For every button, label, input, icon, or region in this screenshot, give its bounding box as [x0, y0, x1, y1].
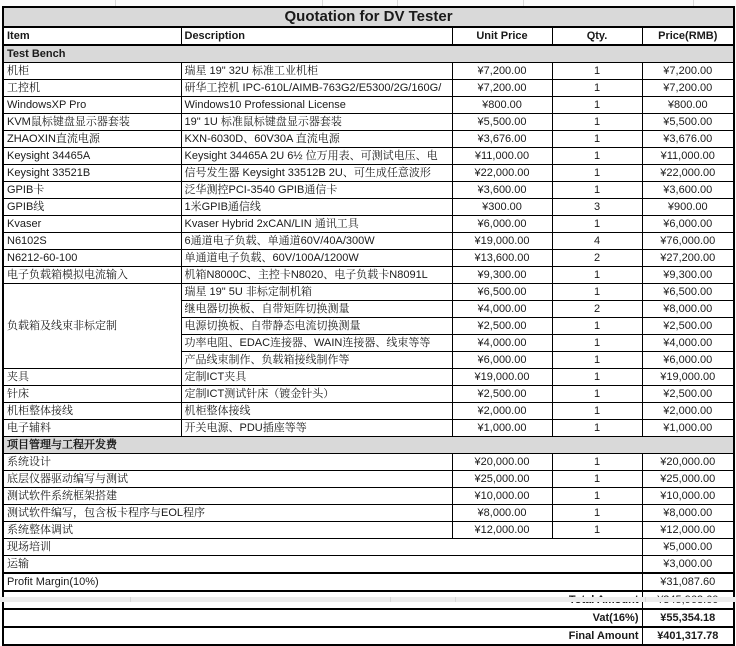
table-row	[3, 131, 734, 148]
qty-cell[interactable]: 1	[552, 403, 642, 420]
section-row-test-bench	[3, 45, 734, 63]
unit-price-cell[interactable]: ¥4,000.00	[452, 301, 552, 318]
column-header-unit-price: Unit Price	[452, 27, 552, 45]
qty-cell[interactable]: 1	[552, 182, 642, 199]
table-row	[3, 556, 734, 574]
qty-cell[interactable]: 1	[552, 522, 642, 539]
unit-price-cell[interactable]: ¥19,000.00	[452, 369, 552, 386]
section-label: 项目管理与工程开发费	[3, 437, 734, 454]
qty-cell[interactable]: 1	[552, 505, 642, 522]
unit-price-cell[interactable]: ¥6,000.00	[452, 216, 552, 233]
unit-price-cell[interactable]: ¥20,000.00	[452, 454, 552, 471]
unit-price-cell[interactable]: ¥9,300.00	[452, 267, 552, 284]
price-cell[interactable]: ¥2,000.00	[642, 403, 734, 420]
qty-cell[interactable]: 1	[552, 284, 642, 301]
column-header-row	[3, 27, 734, 45]
price-cell[interactable]: ¥8,000.00	[642, 301, 734, 318]
final-amount-label: Final Amount	[3, 627, 642, 645]
price-cell[interactable]: ¥7,200.00	[642, 80, 734, 97]
unit-price-cell[interactable]: ¥25,000.00	[452, 471, 552, 488]
table-row	[3, 369, 734, 386]
description-cell[interactable]: 瑞星 19" 32U 标准工业机柜	[181, 63, 452, 80]
qty-cell[interactable]: 2	[552, 250, 642, 267]
price-cell[interactable]: ¥6,000.00	[642, 216, 734, 233]
item-cell-merged[interactable]: 负载箱及线束非标定制	[3, 284, 181, 369]
price-cell[interactable]: ¥4,000.00	[642, 335, 734, 352]
table-row	[3, 539, 734, 556]
profit-margin-row	[3, 573, 734, 591]
final-amount-row	[3, 627, 734, 645]
qty-cell[interactable]: 1	[552, 488, 642, 505]
price-cell[interactable]: ¥800.00	[642, 97, 734, 114]
column-header-price-rmb: Price(RMB)	[642, 27, 734, 45]
gridline	[645, 597, 646, 602]
table-row	[3, 420, 734, 437]
wide-label-cell[interactable]: 运输	[3, 556, 642, 574]
table-row	[3, 403, 734, 420]
price-cell[interactable]: ¥3,000.00	[642, 556, 734, 574]
description-cell[interactable]: Windows10 Professional License	[181, 97, 452, 114]
column-header-qty: Qty.	[552, 27, 642, 45]
description-cell[interactable]: 机柜整体接线	[181, 403, 452, 420]
table-row	[3, 97, 734, 114]
table-row	[3, 165, 734, 182]
description-cell[interactable]: Keysight 34465A 2U 6½ 位万用表、可测试电压、电	[181, 148, 452, 165]
price-cell[interactable]: ¥12,000.00	[642, 522, 734, 539]
qty-cell[interactable]: 2	[552, 301, 642, 318]
qty-cell[interactable]: 1	[552, 165, 642, 182]
price-cell[interactable]: ¥3,600.00	[642, 182, 734, 199]
unit-price-cell[interactable]: ¥2,000.00	[452, 403, 552, 420]
profit-margin-label[interactable]: Profit Margin(10%)	[3, 573, 642, 591]
item-cell[interactable]: 电子辅料	[3, 420, 181, 437]
table-row	[3, 386, 734, 403]
unit-price-cell[interactable]: ¥300.00	[452, 199, 552, 216]
description-cell[interactable]: 继电器切换板、自带矩阵切换测量	[181, 301, 452, 318]
item-desc-merged-cell[interactable]: 系统整体调试	[3, 522, 452, 539]
section-label: Test Bench	[3, 45, 734, 63]
qty-cell[interactable]: 1	[552, 335, 642, 352]
item-cell[interactable]: WindowsXP Pro	[3, 97, 181, 114]
price-cell[interactable]: ¥1,000.00	[642, 420, 734, 437]
item-cell[interactable]: GPIB卡	[3, 182, 181, 199]
table-row	[3, 199, 734, 216]
item-cell[interactable]: KVM鼠标键盘显示器套装	[3, 114, 181, 131]
price-cell[interactable]: ¥5,000.00	[642, 539, 734, 556]
item-cell[interactable]: 针床	[3, 386, 181, 403]
unit-price-cell[interactable]: ¥19,000.00	[452, 233, 552, 250]
item-cell[interactable]: N6212-60-100	[3, 250, 181, 267]
unit-price-cell[interactable]: ¥5,500.00	[452, 114, 552, 131]
qty-cell[interactable]: 1	[552, 386, 642, 403]
item-cell[interactable]: Kvaser	[3, 216, 181, 233]
qty-cell[interactable]: 1	[552, 148, 642, 165]
wide-label-cell[interactable]: 现场培训	[3, 539, 642, 556]
table-row	[3, 488, 734, 505]
price-cell[interactable]: ¥22,000.00	[642, 165, 734, 182]
price-cell[interactable]: ¥11,000.00	[642, 148, 734, 165]
item-cell[interactable]: 工控机	[3, 80, 181, 97]
unit-price-cell[interactable]: ¥1,000.00	[452, 420, 552, 437]
qty-cell[interactable]: 1	[552, 131, 642, 148]
vat-row	[3, 609, 734, 627]
table-row	[3, 182, 734, 199]
table-row	[3, 63, 734, 80]
qty-cell[interactable]: 1	[552, 80, 642, 97]
qty-cell[interactable]: 1	[552, 63, 642, 80]
price-cell[interactable]: ¥3,676.00	[642, 131, 734, 148]
final-amount-value: ¥401,317.78	[642, 627, 734, 645]
vat-value: ¥55,354.18	[642, 609, 734, 627]
qty-cell[interactable]: 1	[552, 114, 642, 131]
unit-price-cell[interactable]: ¥4,000.00	[452, 335, 552, 352]
table-row	[3, 522, 734, 539]
item-cell[interactable]: Keysight 34465A	[3, 148, 181, 165]
description-cell[interactable]: 单通道电子负载、60V/100A/1200W	[181, 250, 452, 267]
price-cell[interactable]: ¥5,500.00	[642, 114, 734, 131]
sheet-title: Quotation for DV Tester	[3, 7, 734, 27]
item-cell[interactable]: ZHAOXIN直流电源	[3, 131, 181, 148]
description-cell[interactable]: 6通道电子负载、单通道60V/40A/300W	[181, 233, 452, 250]
qty-cell[interactable]: 1	[552, 454, 642, 471]
description-cell[interactable]: 定制ICT夹具	[181, 369, 452, 386]
qty-cell[interactable]: 1	[552, 420, 642, 437]
description-cell[interactable]: 开关电源、PDU插座等等	[181, 420, 452, 437]
quotation-table	[2, 6, 735, 646]
description-cell[interactable]: 产品线束制作、负载箱接线制作等	[181, 352, 452, 369]
qty-cell[interactable]: 1	[552, 318, 642, 335]
item-desc-merged-cell[interactable]: 底层仪器驱动编写与测试	[3, 471, 452, 488]
price-cell[interactable]: ¥7,200.00	[642, 63, 734, 80]
table-row	[3, 284, 734, 301]
unit-price-cell[interactable]: ¥8,000.00	[452, 505, 552, 522]
price-cell[interactable]: ¥2,500.00	[642, 386, 734, 403]
qty-cell[interactable]: 1	[552, 267, 642, 284]
description-cell[interactable]: 1米GPIB通信线	[181, 199, 452, 216]
unit-price-cell[interactable]: ¥2,500.00	[452, 386, 552, 403]
section-row-project-management	[3, 437, 734, 454]
unit-price-cell[interactable]: ¥13,600.00	[452, 250, 552, 267]
description-cell[interactable]: 定制ICT测试针床（镀金针头）	[181, 386, 452, 403]
description-cell[interactable]: KXN-6030D、60V30A 直流电源	[181, 131, 452, 148]
item-cell[interactable]: Keysight 33521B	[3, 165, 181, 182]
item-cell[interactable]: 夹具	[3, 369, 181, 386]
profit-margin-value[interactable]: ¥31,087.60	[642, 573, 734, 591]
qty-cell[interactable]: 3	[552, 199, 642, 216]
item-cell[interactable]: 机柜整体接线	[3, 403, 181, 420]
table-row	[3, 216, 734, 233]
item-cell[interactable]: N6102S	[3, 233, 181, 250]
unit-price-cell[interactable]: ¥7,200.00	[452, 80, 552, 97]
description-cell[interactable]: 机箱N8000C、主控卡N8020、电子负载卡N8091L	[181, 267, 452, 284]
title-row	[3, 7, 734, 27]
table-row	[3, 471, 734, 488]
gridline	[130, 597, 131, 602]
price-cell[interactable]: ¥2,500.00	[642, 318, 734, 335]
qty-cell[interactable]: 1	[552, 97, 642, 114]
gridline	[455, 597, 456, 602]
unit-price-cell[interactable]: ¥3,600.00	[452, 182, 552, 199]
qty-cell[interactable]: 1	[552, 369, 642, 386]
unit-price-cell[interactable]: ¥800.00	[452, 97, 552, 114]
item-desc-merged-cell[interactable]: 系统设计	[3, 454, 452, 471]
price-cell[interactable]: ¥25,000.00	[642, 471, 734, 488]
price-cell[interactable]: ¥900.00	[642, 199, 734, 216]
sheet-margin-strip	[0, 597, 736, 602]
qty-cell[interactable]: 1	[552, 352, 642, 369]
price-cell[interactable]: ¥6,500.00	[642, 284, 734, 301]
description-cell[interactable]: 19" 1U 标准鼠标键盘显示器套装	[181, 114, 452, 131]
table-row	[3, 80, 734, 97]
item-desc-merged-cell[interactable]: 测试软件编写，包含板卡程序与EOL程序	[3, 505, 452, 522]
table-row	[3, 454, 734, 471]
description-cell[interactable]: 信号发生器 Keysight 33512B 2U、可生成任意波形	[181, 165, 452, 182]
item-cell[interactable]: 电子负载箱模拟电流输入	[3, 267, 181, 284]
unit-price-cell[interactable]: ¥6,500.00	[452, 284, 552, 301]
item-desc-merged-cell[interactable]: 测试软件系统框架搭建	[3, 488, 452, 505]
description-cell[interactable]: 功率电阻、EDAC连接器、WAIN连接器、线束等等	[181, 335, 452, 352]
qty-cell[interactable]: 1	[552, 471, 642, 488]
column-header-item: Item	[3, 27, 181, 45]
table-row	[3, 267, 734, 284]
column-header-description: Description	[181, 27, 452, 45]
unit-price-cell[interactable]: ¥22,000.00	[452, 165, 552, 182]
description-cell[interactable]: Kvaser Hybrid 2xCAN/LIN 通讯工具	[181, 216, 452, 233]
unit-price-cell[interactable]: ¥11,000.00	[452, 148, 552, 165]
description-cell[interactable]: 电源切换板、自带静态电流切换测量	[181, 318, 452, 335]
price-cell[interactable]: ¥6,000.00	[642, 352, 734, 369]
price-cell[interactable]: ¥8,000.00	[642, 505, 734, 522]
table-row	[3, 250, 734, 267]
table-row	[3, 505, 734, 522]
unit-price-cell[interactable]: ¥3,676.00	[452, 131, 552, 148]
description-cell[interactable]: 研华工控机 IPC-610L/AIMB-763G2/E5300/2G/160G/	[181, 80, 452, 97]
vat-label: Vat(16%)	[3, 609, 642, 627]
table-row	[3, 148, 734, 165]
price-cell[interactable]: ¥27,200.00	[642, 250, 734, 267]
description-cell[interactable]: 瑞星 19" 5U 非标定制机箱	[181, 284, 452, 301]
table-row	[3, 114, 734, 131]
unit-price-cell[interactable]: ¥7,200.00	[452, 63, 552, 80]
qty-cell[interactable]: 1	[552, 216, 642, 233]
item-cell[interactable]: 机柜	[3, 63, 181, 80]
description-cell[interactable]: 泛华测控PCI-3540 GPIB通信卡	[181, 182, 452, 199]
price-cell[interactable]: ¥19,000.00	[642, 369, 734, 386]
qty-cell[interactable]: 4	[552, 233, 642, 250]
price-cell[interactable]: ¥76,000.00	[642, 233, 734, 250]
price-cell[interactable]: ¥10,000.00	[642, 488, 734, 505]
unit-price-cell[interactable]: ¥2,500.00	[452, 318, 552, 335]
table-row	[3, 233, 734, 250]
item-cell[interactable]: GPIB线	[3, 199, 181, 216]
unit-price-cell[interactable]: ¥10,000.00	[452, 488, 552, 505]
price-cell[interactable]: ¥9,300.00	[642, 267, 734, 284]
unit-price-cell[interactable]: ¥6,000.00	[452, 352, 552, 369]
price-cell[interactable]: ¥20,000.00	[642, 454, 734, 471]
unit-price-cell[interactable]: ¥12,000.00	[452, 522, 552, 539]
gridline	[390, 597, 391, 602]
